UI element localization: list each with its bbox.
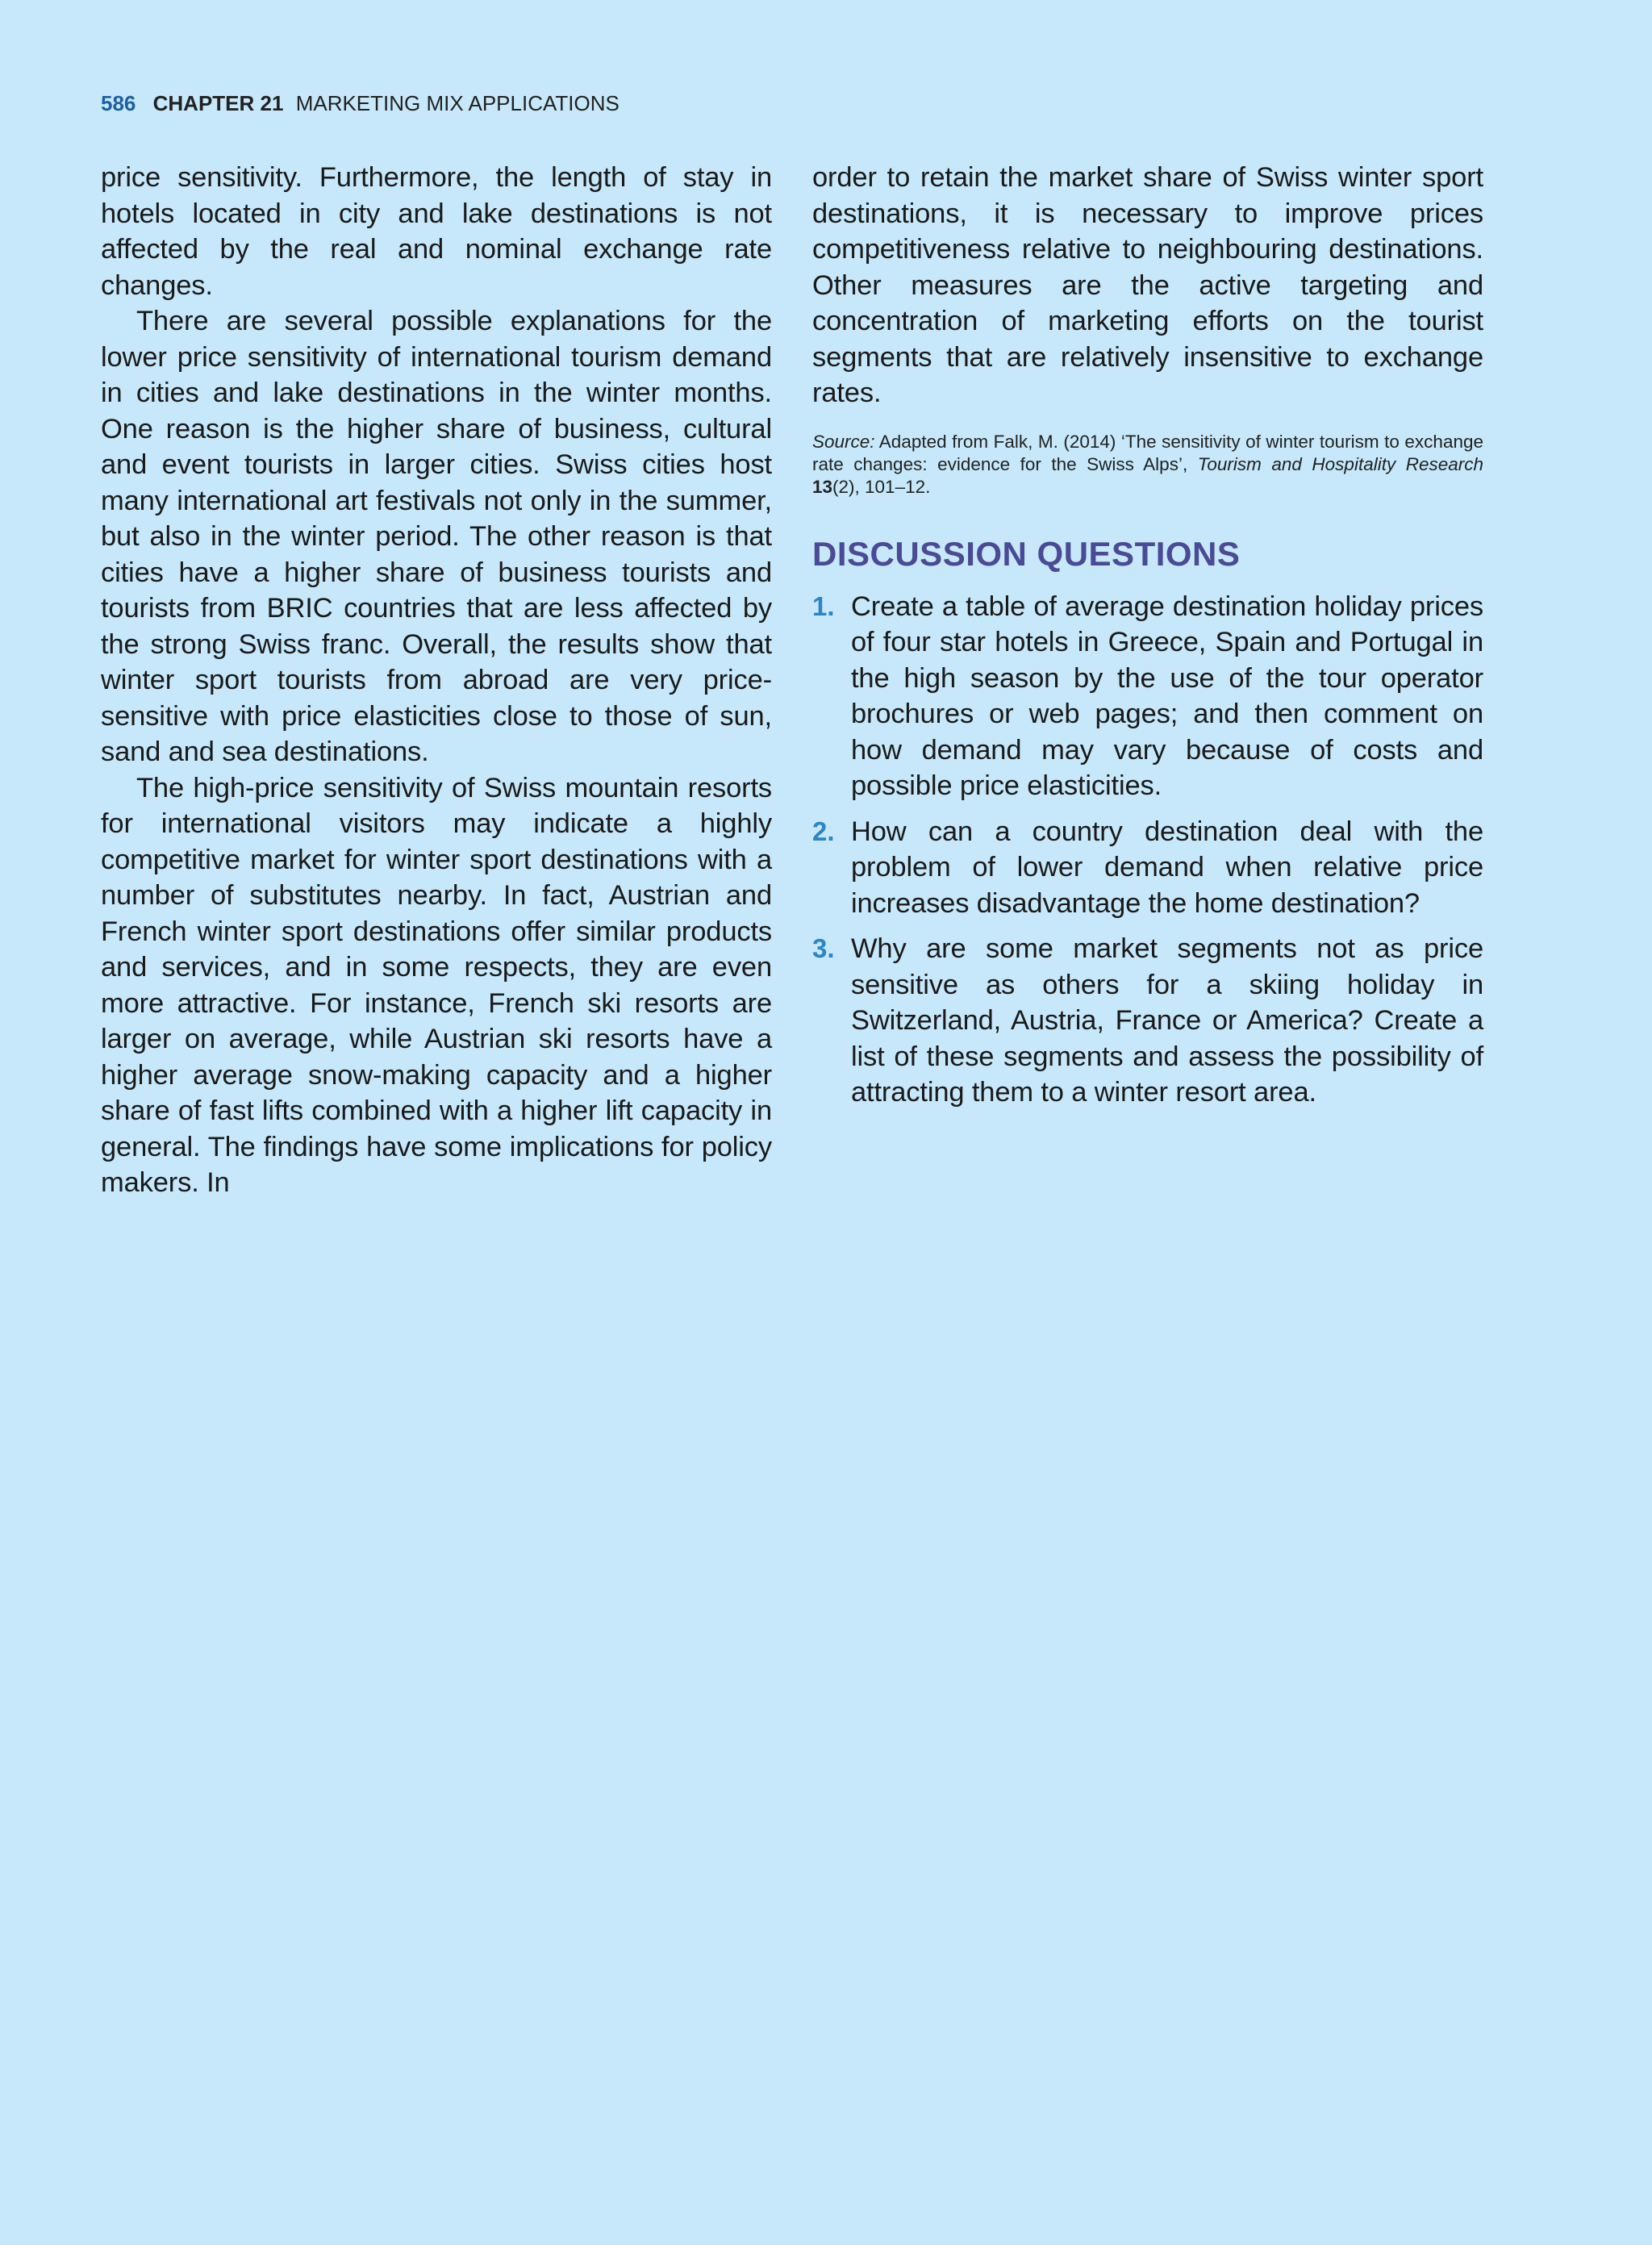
source-label: Source:: [812, 431, 875, 452]
body-paragraph: order to retain the market share of Swiss winter sport destinations, it is necessary to improve prices competitiveness relative to neighbouring destinations. Other measures are the active targeting and concentration of marketing efforts on the tourist segments that are relatively insensitive to exchange rates.: [812, 162, 1483, 408]
right-column: [812, 160, 1483, 1120]
left-column: [101, 160, 772, 1201]
body-paragraph: price sensitivity. Furthermore, the length of stay in hotels located in city and lake destinations is not affected by the real and nominal exchange rate changes.: [101, 162, 772, 301]
question-item: [812, 589, 1483, 804]
source-citation: [812, 431, 1483, 499]
source-pages: (2), 101–12.: [832, 476, 931, 497]
source-journal: Tourism and Hospitality Research: [1197, 453, 1484, 474]
running-header: [101, 87, 620, 119]
question-item: [812, 814, 1483, 922]
body-paragraph: There are several possible explanations for the lower price sensitivity of international tourism demand in cities and lake destinations in the winter months. One reason is the higher share of business, cultural and event tourists in larger cities. Swiss cities host many international art festivals not only in the summer, but also in the winter period. The other reason is that cities have a higher share of business tourists and tourists from BRIC countries that are less affected by the strong Swiss franc. Overall, the results show that winter sport tourists from abroad are very price-sensitive with price elasticities close to those of sun, sand and sea destinations.: [101, 306, 772, 767]
source-volume: 13: [812, 476, 833, 497]
question-list: [812, 589, 1483, 1111]
source-text: Adapted from Falk, M. (2014) ‘The sensitivity of winter tourism to exchange rate changes: evidence for the Swiss Alps’,: [812, 431, 1483, 474]
chapter-label: CHAPTER 21: [152, 91, 284, 115]
question-number: 3.: [812, 933, 835, 963]
question-item: [812, 931, 1483, 1111]
body-paragraph: The high-price sensitivity of Swiss mountain resorts for international visitors may indicate a highly competitive market for winter sport destinations with a number of substitutes nearby. In fact, Austrian and French winter sport destinations offer similar products and services, and in some respects, they are even more attractive. For instance, French ski resorts are larger on average, while Austrian ski resorts have a higher average snow-making capacity and a higher share of fast lifts combined with a higher lift capacity in general. The findings have some implications for policy makers. In: [101, 772, 772, 1198]
question-text: Why are some market segments not as price sensitive as others for a skiing holiday in Switzerland, Austria, France or America? Create a list of these segments and assess the possibility of attracting them to a winter resort area.: [851, 933, 1483, 1108]
question-text: How can a country destination deal with the problem of lower demand when relative price increases disadvantage the home destination?: [851, 816, 1483, 919]
question-number: 2.: [812, 816, 835, 846]
section-heading: DISCUSSION QUESTIONS: [812, 534, 1241, 573]
question-text: Create a table of average destination holiday prices of four star hotels in Greece, Spain and Portugal in the high season by the use of the tour operator brochures or web pages; and then comment on how demand may vary because of costs and possible price elasticities.: [851, 590, 1483, 801]
question-number: 1.: [812, 590, 835, 621]
page-number: 586: [101, 91, 136, 115]
chapter-title: MARKETING MIX APPLICATIONS: [295, 91, 620, 115]
